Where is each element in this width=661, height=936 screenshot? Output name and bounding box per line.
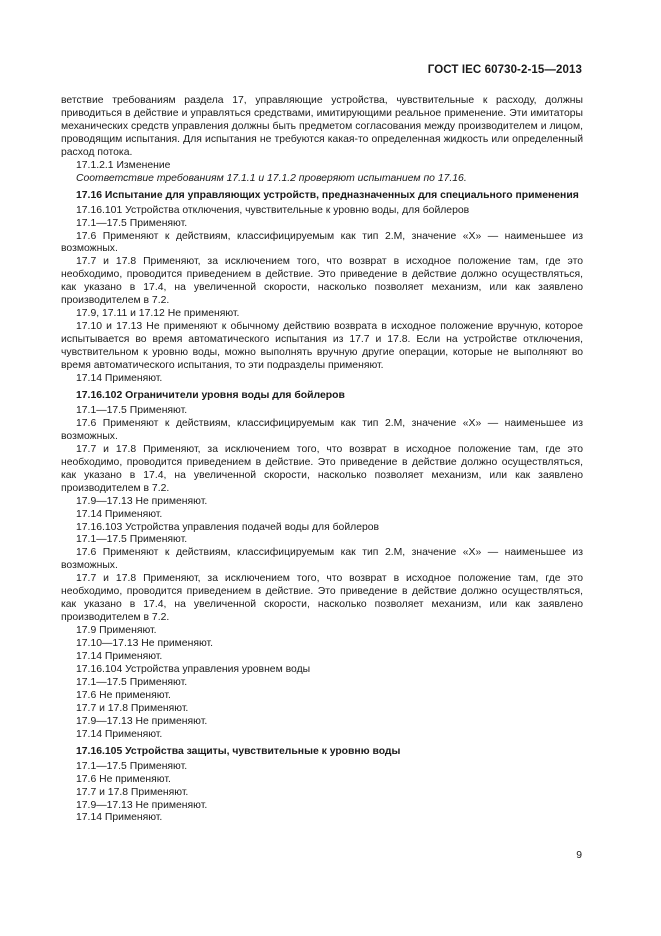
paragraph: 17.9—17.13 Не применяют. <box>76 799 208 811</box>
paragraph: 17.9—17.13 Не применяют. <box>76 495 208 507</box>
paragraph: 17.9, 17.11 и 17.12 Не применяют. <box>76 308 240 320</box>
paragraph: 17.14 Применяют. <box>76 651 163 663</box>
paragraph: 17.6 Применяют к действиям, классифицируемым как тип 2.М, значение «Х» — наименьшее из возможных. <box>61 230 583 255</box>
paragraph: 17.7 и 17.8 Применяют, за исключением того, что возврат в исходное положение там, где это необходимо, проводится приведением в действие. Это приведение в действие должно осуществляться, как указано в 17.4, на увеличенной скорости, насколько позволяет механизм, или как заявлено производителем в 7.2. <box>61 573 583 624</box>
paragraph: 17.6 Не применяют. <box>76 773 171 785</box>
paragraph: 17.1—17.5 Применяют. <box>76 760 188 772</box>
paragraph: 17.6 Применяют к действиям, классифицируемым как тип 2.М, значение «Х» — наименьшее из возможных. <box>61 547 583 572</box>
paragraph: 17.9 Применяют. <box>76 625 157 637</box>
paragraph: 17.14 Применяют. <box>76 728 163 740</box>
paragraph: 17.16.104 Устройства управления уровнем воды <box>76 663 311 675</box>
paragraph: 17.14 Применяют. <box>76 373 163 385</box>
paragraph: 17.10 и 17.13 Не применяют к обычному действию возврата в исходное положение вручную, которое испытывается во время автоматического испытания из 17.7 и 17.8. Если на устройстве отключения, чувствительном к уровню воды, можно выполнять вручную другие операции, которые не выполняют во время автоматического испытания, то эти подразделы применяют. <box>61 321 583 372</box>
paragraph: 17.10—17.13 Не применяют. <box>76 638 214 650</box>
paragraph: 17.1—17.5 Применяют. <box>76 217 188 229</box>
paragraph: 17.7 и 17.8 Применяют, за исключением того, что возврат в исходное положение там, где это необходимо, проводится приведением в действие. Это приведение в действие должно осуществляться, как указано в 17.4, на увеличенной скорости, насколько позволяет механизм, или как заявлено производителем в 7.2. <box>61 256 583 307</box>
paragraph: 17.14 Применяют. <box>76 508 163 520</box>
section-heading: 17.16.105 Устройства защиты, чувствительные к уровню воды <box>76 745 401 757</box>
paragraph: 17.7 и 17.8 Применяют, за исключением того, что возврат в исходное положение там, где это необходимо, проводится приведением в действие. Это приведение в действие должно осуществляться, как указано в 17.4, на увеличенной скорости, насколько позволяет механизм, или как заявлено производителем в 7.2. <box>61 443 583 494</box>
page-number: 9 <box>576 850 582 861</box>
document-header-id: ГОСТ IEC 60730-2-15—2013 <box>427 64 582 76</box>
paragraph: 17.1—17.5 Применяют. <box>76 534 188 546</box>
paragraph: 17.6 Применяют к действиям, классифицируемым как тип 2.М, значение «Х» — наименьшее из возможных. <box>61 417 583 442</box>
paragraph: 17.1.2.1 Изменение <box>76 159 171 171</box>
paragraph: 17.7 и 17.8 Применяют. <box>76 786 189 798</box>
paragraph: 17.14 Применяют. <box>76 812 163 824</box>
paragraph: Соответствие требованиям 17.1.1 и 17.1.2 проверяют испытанием по 17.16. <box>76 172 467 184</box>
document-body <box>61 95 583 825</box>
paragraph: 17.6 Не применяют. <box>76 689 171 701</box>
paragraph: 17.1—17.5 Применяют. <box>76 676 188 688</box>
paragraph: 17.16.101 Устройства отключения, чувствительные к уровню воды, для бойлеров <box>76 204 470 216</box>
paragraph: 17.7 и 17.8 Применяют. <box>76 702 189 714</box>
section-heading: 17.16.102 Ограничители уровня воды для бойлеров <box>76 389 345 401</box>
paragraph: 17.1—17.5 Применяют. <box>76 404 188 416</box>
section-heading: 17.16 Испытание для управляющих устройств, предназначенных для специального применения <box>76 189 579 201</box>
paragraph: 17.9—17.13 Не применяют. <box>76 715 208 727</box>
paragraph: ветствие требованиям раздела 17, управляющие устройства, чувствительные к расходу, должны приводиться в действие и управляться средствами, имитирующими реальное применение. Эти имитаторы механических средств управления должны быть предметом согласования между производителем и лицом, проводящим испытания. Для испытания не требуются какая-то определенная жидкость или определенный расход потока. <box>61 95 583 158</box>
paragraph: 17.16.103 Устройства управления подачей воды для бойлеров <box>76 521 380 533</box>
